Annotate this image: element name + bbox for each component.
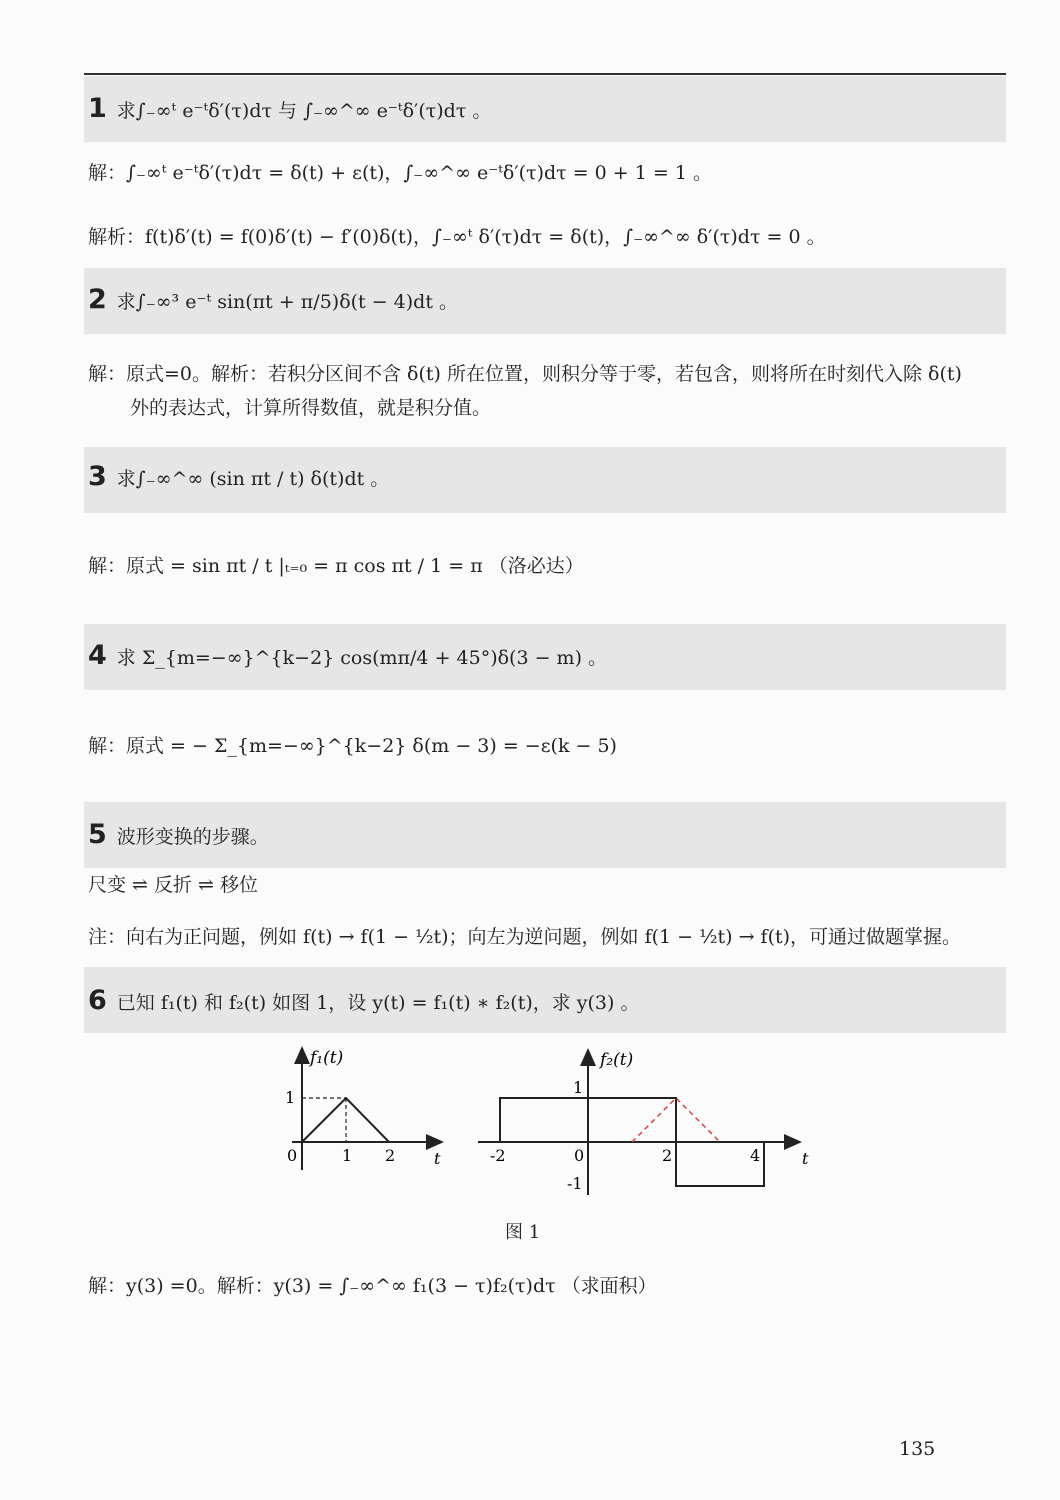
f2-tick-x-0: 0 <box>574 1146 585 1165</box>
f1-ylabel: f₁(t) <box>310 1048 344 1068</box>
f1-tick-x-0: 0 <box>287 1146 298 1165</box>
f2-tick-y-neg1: -1 <box>567 1174 583 1193</box>
question-3 <box>88 461 390 492</box>
question-4-text: 求 Σ_{m=−∞}^{k−2} cos(mπ/4 + 45°)δ(3 − m) 。 <box>116 647 608 669</box>
f1-tick-y-1: 1 <box>285 1088 296 1107</box>
question-2-text: 求∫₋∞³ e⁻ᵗ sin(πt + π/5)δ(t − 4)dt 。 <box>116 291 459 313</box>
question-1 <box>88 93 492 124</box>
f2-tick-x-4: 4 <box>750 1146 761 1165</box>
question-3-text: 求∫₋∞^∞ (sin πt / t) δ(t)dt 。 <box>116 468 390 490</box>
question-5-number: 5 <box>88 819 107 850</box>
f1-tick-x-1: 1 <box>342 1146 353 1165</box>
question-2 <box>88 284 459 315</box>
page-number: 135 <box>899 1438 936 1460</box>
question-6-number: 6 <box>88 985 107 1016</box>
answer-2-line-2: 外的表达式，计算所得数值，就是积分值。 <box>130 397 492 419</box>
analysis-1: 解析：f(t)δ′(t) = f(0)δ′(t) − f′(0)δ(t)，∫₋∞ᵗ δ′(τ)dτ = δ(t)，∫₋∞^∞ δ′(τ)dτ = 0 。 <box>88 226 826 248</box>
answer-4: 解：原式 = − Σ_{m=−∞}^{k−2} δ(m − 3) = −ε(k − 5) <box>88 735 617 757</box>
f1-t-label: t <box>434 1149 441 1168</box>
question-5 <box>88 819 269 850</box>
answer-1: 解：∫₋∞ᵗ e⁻ᵗδ′(τ)dτ = δ(t) + ε(t)，∫₋∞^∞ e⁻ᵗδ′(τ)dτ = 0 + 1 = 1 。 <box>88 162 712 184</box>
question-4-number: 4 <box>88 640 107 671</box>
question-1-text: 求∫₋∞ᵗ e⁻ᵗδ′(τ)dτ 与 ∫₋∞^∞ e⁻ᵗδ′(τ)dτ 。 <box>116 100 492 122</box>
answer-2 <box>88 357 1003 425</box>
waveform-steps: 尺变 ⇌ 反折 ⇌ 移位 <box>88 874 258 896</box>
figure-1 <box>270 1040 830 1210</box>
f2-tick-x-2: 2 <box>662 1146 673 1165</box>
question-6-text: 已知 f₁(t) 和 f₂(t) 如图 1，设 y(t) = f₁(t) ∗ f₂(t)，求 y(3) 。 <box>116 992 640 1014</box>
answer-3: 解：原式 = sin πt / t |ₜ₌₀ = π cos πt / 1 = π （洛必达） <box>88 555 584 577</box>
f2-tick-y-1: 1 <box>573 1078 584 1097</box>
top-rule <box>84 73 1006 75</box>
plot-f2 <box>478 1050 809 1195</box>
f1-tick-x-2: 2 <box>385 1146 396 1165</box>
note-5: 注：向右为正问题，例如 f(t) → f(1 − ½t)；向左为逆问题，例如 f(1 − ½t) → f(t)，可通过做题掌握。 <box>88 926 962 948</box>
f2-ylabel: f₂(t) <box>600 1050 634 1070</box>
question-6 <box>88 985 640 1016</box>
figure-caption: 图 1 <box>505 1222 541 1243</box>
question-2-number: 2 <box>88 284 107 315</box>
question-3-number: 3 <box>88 461 107 492</box>
question-1-number: 1 <box>88 93 107 124</box>
question-5-text: 波形变换的步骤。 <box>116 826 269 848</box>
answer-2-line-1: 解：原式=0。解析：若积分区间不含 δ(t) 所在位置，则积分等于零，若包含，则将所在时刻代入除 δ(t) <box>88 363 962 385</box>
plot-f1 <box>285 1048 442 1170</box>
question-4 <box>88 640 608 671</box>
f2-t-label: t <box>802 1149 809 1168</box>
f2-tick-x-neg2: -2 <box>490 1146 506 1165</box>
answer-6: 解：y(3) =0。解析：y(3) = ∫₋∞^∞ f₁(3 − τ)f₂(τ)dτ （求面积） <box>88 1275 657 1297</box>
